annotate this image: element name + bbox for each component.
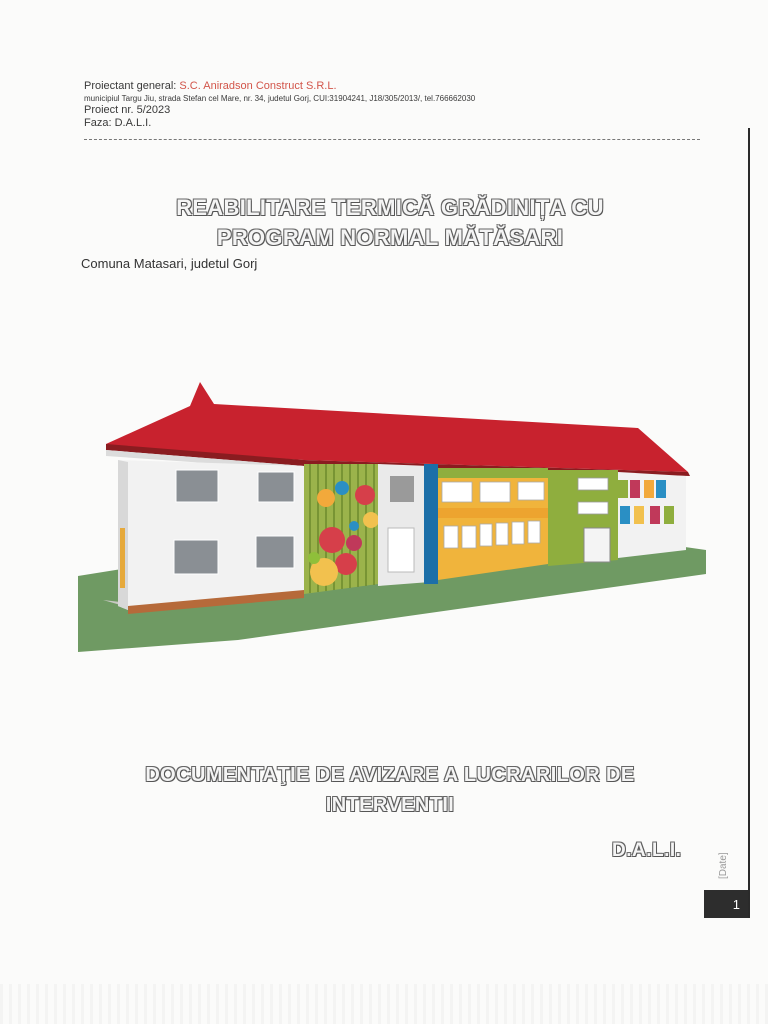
phase-label: D.A.L.I. [612,840,682,861]
entrance-door [388,528,414,572]
date-label: [Date] [718,852,729,880]
doc-title-line-1: DOCUMENTAŢIE DE AVIZARE A LUCRARILOR DE [145,764,635,786]
doc-title-line-2: INTERVENTII [325,794,455,816]
blue-strip [424,464,438,584]
document-title [90,193,690,253]
designer-company: S.C. Aniradson Construct S.R.L. [179,80,337,92]
header-divider [84,139,700,140]
document-header [84,80,704,130]
documentation-title [80,760,700,820]
designer-label: Proiectant general: [84,80,177,92]
entrance-window [390,476,414,502]
green-door [584,528,610,562]
scan-artifact [0,984,768,1024]
project-number: Proiect nr. 5/2023 [84,104,171,116]
page-number: 1 [704,890,748,918]
title-line-2: PROGRAM NORMAL MĂTĂSARI [216,225,564,250]
designer-address: municipiul Targu Jiu, strada Stefan cel Mare, nr. 34, judetul Gorj, CUI:31904241, J18/305/2013/, tel.766662030 [84,94,476,103]
left-corner-strip [120,528,125,588]
orange-mid-band [438,508,548,518]
project-phase: Faza: D.A.L.I. [84,117,152,129]
orange-top-band [438,468,548,478]
title-line-1: REABILITARE TERMICĂ GRĂDINIȚA CU [176,195,604,220]
designer-line [84,80,704,93]
location-subtitle: Comuna Matasari, judetul Gorj [81,256,258,271]
side-rule [748,128,750,918]
building-rendering [78,378,710,654]
